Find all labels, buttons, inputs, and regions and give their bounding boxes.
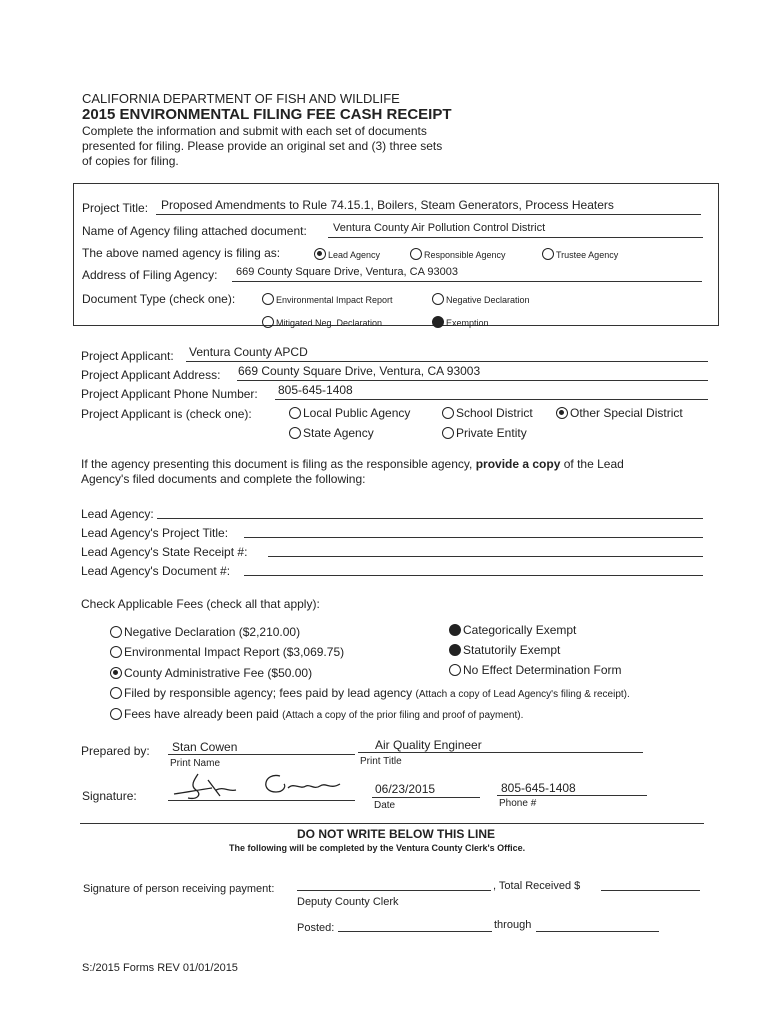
checkbox-categorically-exempt[interactable] [449, 624, 461, 636]
prepared-name-line [168, 754, 355, 755]
date-value[interactable]: 06/23/2015 [375, 782, 436, 796]
checkbox-fee-eir[interactable] [110, 646, 122, 658]
fee-negative-declaration-label: Negative Declaration ($2,210.00) [124, 625, 301, 639]
clerk-office-note: The following will be completed by the Ventura County Clerk's Office. [229, 843, 526, 853]
radio-private-entity[interactable] [442, 427, 454, 439]
checkbox-statutorily-exempt[interactable] [449, 644, 461, 656]
project-title-label: Project Title: [82, 201, 149, 215]
lead-agency-receipt-label: Lead Agency's State Receipt #: [81, 545, 248, 559]
radio-eir[interactable] [262, 293, 274, 305]
fee-categorically-exempt[interactable] [449, 623, 576, 637]
filing-as-label: The above named agency is filing as: [82, 246, 281, 260]
option-eir-label: Environmental Impact Report [276, 295, 393, 305]
applicant-address-line [237, 380, 708, 381]
agency-name-label: Name of Agency filing attached document: [82, 224, 307, 238]
option-state-agency[interactable] [289, 426, 374, 440]
project-title-value[interactable]: Proposed Amendments to Rule 74.15.1, Boilers, Steam Generators, Process Heaters [161, 198, 614, 212]
prepared-by-label: Prepared by: [81, 744, 150, 758]
phone-value[interactable]: 805-645-1408 [501, 781, 576, 795]
checkbox-fee-filed-by-responsible[interactable] [110, 687, 122, 699]
lead-agency-line[interactable] [157, 518, 703, 519]
checkbox-no-effect[interactable] [449, 664, 461, 676]
radio-state-agency[interactable] [289, 427, 301, 439]
option-eir[interactable] [262, 293, 393, 305]
form-revision: S:/2015 Forms REV 01/01/2015 [82, 962, 238, 974]
fee-no-effect-label: No Effect Determination Form [463, 663, 622, 677]
phone-caption: Phone # [499, 798, 537, 809]
fee-no-effect[interactable] [449, 663, 622, 677]
option-private-entity[interactable] [442, 426, 527, 440]
responsible-paragraph-line-2: Agency's filed documents and complete the following: [81, 472, 366, 486]
option-other-special-district-label: Other Special District [570, 406, 683, 420]
fee-already-paid[interactable] [110, 707, 523, 721]
option-trustee-agency-label: Trustee Agency [556, 250, 619, 260]
fee-filed-by-note: (Attach a copy of Lead Agency's filing & receipt). [415, 689, 630, 700]
option-mitigated-neg[interactable] [262, 316, 382, 328]
radio-negative-declaration[interactable] [432, 293, 444, 305]
do-not-write-divider [80, 823, 704, 824]
lead-agency-document-line[interactable] [244, 575, 703, 576]
address-value[interactable]: 669 County Square Drive, Ventura, CA 93003 [236, 266, 458, 278]
fee-filed-by-responsible[interactable] [110, 686, 630, 700]
project-title-line [156, 214, 701, 215]
option-state-agency-label: State Agency [303, 426, 374, 440]
responsible-text-a: If the agency presenting this document is filing as the responsible agency, [81, 457, 473, 471]
responsible-paragraph-line-1 [81, 457, 624, 471]
radio-school-district[interactable] [442, 407, 454, 419]
fee-negative-declaration[interactable] [110, 625, 300, 639]
option-exemption[interactable] [432, 316, 489, 328]
do-not-write-heading: DO NOT WRITE BELOW THIS LINE [297, 827, 495, 841]
receiving-signature-label: Signature of person receiving payment: [83, 883, 275, 895]
fee-county-admin-label: County Administrative Fee ($50.00) [124, 666, 313, 680]
applicant-phone-line [275, 399, 708, 400]
lead-agency-receipt-line[interactable] [268, 556, 703, 557]
option-exemption-label: Exemption [446, 318, 489, 328]
option-responsible-agency[interactable] [410, 248, 506, 260]
lead-agency-document-label: Lead Agency's Document #: [81, 564, 231, 578]
responsible-text-c: of the Lead [563, 457, 624, 471]
radio-local-public-agency[interactable] [289, 407, 301, 419]
checkbox-fee-already-paid[interactable] [110, 708, 122, 720]
instructions-line-2: presented for filing. Please provide an original set and (3) three sets [82, 139, 443, 153]
applicant-address-label: Project Applicant Address: [81, 368, 221, 382]
address-line [232, 281, 702, 282]
address-label: Address of Filing Agency: [82, 268, 218, 282]
agency-name-line [328, 237, 703, 238]
through-label: through [494, 919, 532, 931]
applicant-phone-value[interactable]: 805-645-1408 [278, 383, 353, 397]
signature-label: Signature: [82, 789, 137, 803]
radio-lead-agency[interactable] [314, 248, 326, 260]
prepared-title-value[interactable]: Air Quality Engineer [375, 738, 482, 752]
option-trustee-agency[interactable] [542, 248, 618, 260]
posted-label: Posted: [297, 922, 335, 934]
fee-statutorily-exempt[interactable] [449, 643, 560, 657]
option-lead-agency-label: Lead Agency [328, 250, 381, 260]
phone-line [497, 795, 647, 796]
option-private-entity-label: Private Entity [456, 426, 527, 440]
radio-other-special-district[interactable] [556, 407, 568, 419]
total-received-label: , Total Received $ [493, 880, 581, 892]
radio-responsible-agency[interactable] [410, 248, 422, 260]
fee-statutorily-exempt-label: Statutorily Exempt [463, 643, 561, 657]
fee-already-paid-label: Fees have already been paid [124, 707, 279, 721]
lead-agency-title-line[interactable] [244, 537, 703, 538]
fee-filed-by-responsible-label: Filed by responsible agency; fees paid by lead agency [124, 686, 413, 700]
through-line[interactable] [536, 931, 659, 932]
option-negative-declaration[interactable] [432, 293, 530, 305]
option-school-district-label: School District [456, 406, 533, 420]
signature-line [168, 800, 355, 801]
agency-name-value[interactable]: Ventura County Air Pollution Control District [333, 222, 546, 234]
option-local-public-agency[interactable] [289, 406, 410, 420]
document-type-label: Document Type (check one): [82, 292, 236, 306]
option-responsible-agency-label: Responsible Agency [424, 250, 506, 260]
fee-already-paid-note: (Attach a copy of the prior filing and proof of payment). [282, 710, 524, 721]
radio-trustee-agency[interactable] [542, 248, 554, 260]
applicant-name-line [186, 361, 708, 362]
applicant-name-label: Project Applicant: [81, 349, 174, 363]
radio-mitigated-neg[interactable] [262, 316, 274, 328]
instructions-line-3: of copies for filing. [82, 154, 179, 168]
applicant-name-value[interactable]: Ventura County APCD [189, 345, 308, 359]
prepared-title-line [358, 752, 643, 753]
fee-categorically-exempt-label: Categorically Exempt [463, 623, 577, 637]
handwritten-signature[interactable] [168, 768, 358, 804]
posted-line[interactable] [338, 931, 492, 932]
form-title: 2015 ENVIRONMENTAL FILING FEE CASH RECEIPT [82, 106, 452, 123]
date-caption: Date [374, 800, 396, 811]
total-received-line[interactable] [601, 890, 700, 891]
fee-eir-label: Environmental Impact Report ($3,069.75) [124, 645, 345, 659]
lead-agency-title-label: Lead Agency's Project Title: [81, 526, 229, 540]
radio-exemption[interactable] [432, 316, 444, 328]
fees-label: Check Applicable Fees (check all that apply): [81, 597, 320, 611]
prepared-name-value[interactable]: Stan Cowen [172, 740, 238, 754]
applicant-type-label: Project Applicant is (check one): [81, 407, 252, 421]
applicant-phone-label: Project Applicant Phone Number: [81, 387, 258, 401]
applicant-address-value[interactable]: 669 County Square Drive, Ventura, CA 93003 [238, 364, 481, 378]
option-negative-declaration-label: Negative Declaration [446, 295, 530, 305]
department-name: CALIFORNIA DEPARTMENT OF FISH AND WILDLIFE [82, 91, 400, 106]
print-name-caption: Print Name [170, 758, 221, 769]
option-mitigated-neg-label: Mitigated Neg. Declaration [276, 318, 383, 328]
date-line [372, 797, 480, 798]
option-lead-agency[interactable] [314, 248, 380, 260]
fee-eir[interactable] [110, 645, 344, 659]
receiving-signature-line[interactable] [297, 890, 491, 891]
option-other-special-district[interactable] [556, 406, 683, 420]
responsible-text-bold: provide a copy [475, 457, 561, 471]
option-local-public-agency-label: Local Public Agency [303, 406, 411, 420]
print-title-caption: Print Title [360, 756, 402, 767]
checkbox-fee-negative-declaration[interactable] [110, 626, 122, 638]
option-school-district[interactable] [442, 406, 533, 420]
deputy-clerk-caption: Deputy County Clerk [297, 896, 399, 908]
instructions-line-1: Complete the information and submit with each set of documents [82, 124, 427, 138]
checkbox-fee-county-admin[interactable] [110, 667, 122, 679]
lead-agency-label: Lead Agency: [81, 507, 154, 521]
fee-county-admin[interactable] [110, 666, 312, 680]
